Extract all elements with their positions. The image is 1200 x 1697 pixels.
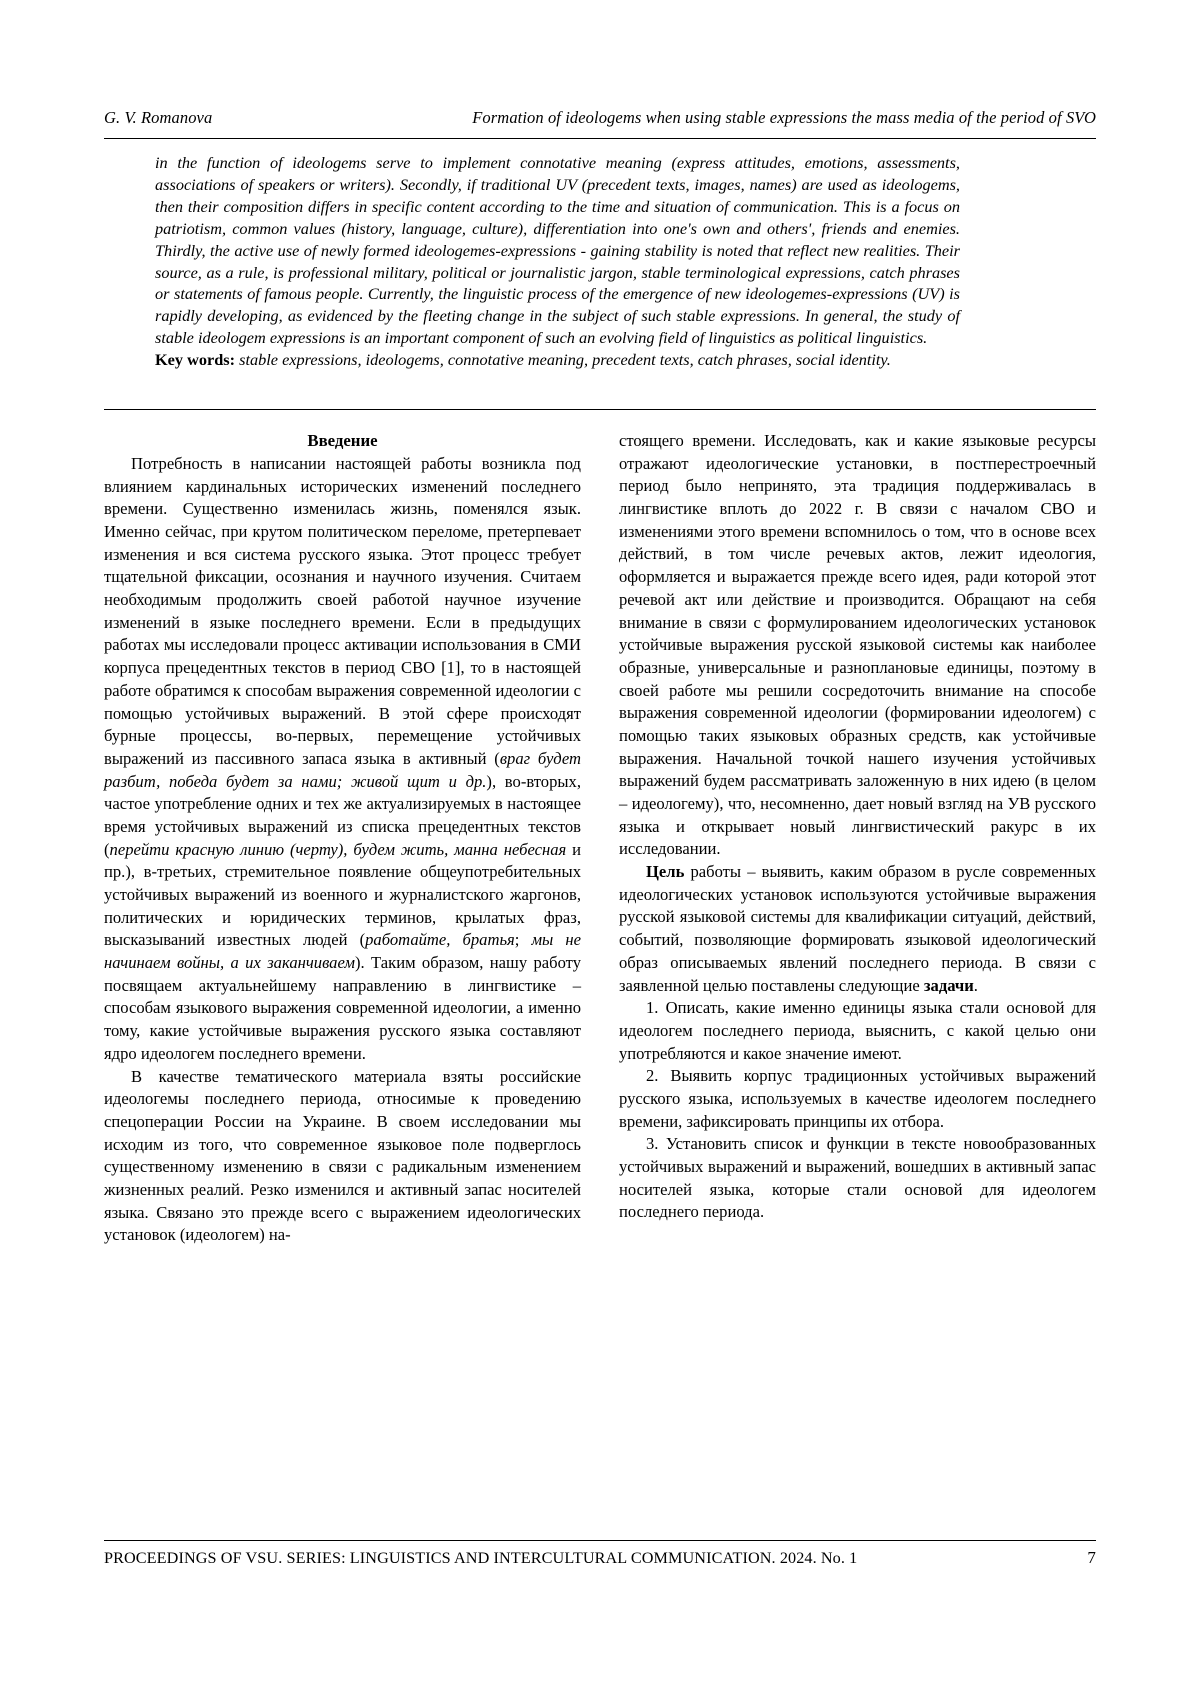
header-rule [104,138,1096,139]
left-column [104,430,581,1480]
lp1-part-d: ; [514,930,532,950]
running-head-author: G. V. Romanova [104,108,213,127]
running-head [104,108,1096,128]
lp1-italic-2: перейти красную линию (черту), будем жить, манна небесная [109,839,567,859]
keywords-label: Key words: [155,350,236,370]
lp1-part-e: ). Таким образом, нашу работу посвящаем актуальнейшему направлению в лингвистике – способам языкового выражения современной идеологии, а именно тому, какие устойчивые выражения русского языка составляют ядро идеологем последнего времени. [104,953,581,1063]
section-heading-introduction: Введение [307,431,378,450]
lp1-part-a: Потребность в написании настоящей работы возникла под влиянием кардинальных исторических изменений последнего времени. Существенно изменилась жизнь, поменялся язык. Именно сейчас, при крутом политическом переломе, претерпевает изменения и вся система русского языка. Этот процесс требует тщательной фиксации, осознания и научного изучения. Считаем необходимым продолжить своей работой научное изучение изменений в языке последнего времени. Если в предыдущих работах мы исследовали процесс активации использования в СМИ корпуса прецедентных текстов в период СВО [1], то в настоящей работе обратимся к способам выражения современной идеологии с помощью устойчивых выражений. В этой сфере происходят бурные процессы, во-первых, перемещение устойчивых выражений из пассивного запаса языка в активный ( [104,453,581,768]
rp2-rest-b: . [973,975,978,995]
footer-page-number: 7 [1087,1548,1096,1567]
right-paragraph-1: стоящего времени. Исследовать, как и какие языковые ресурсы отражают идеологические установки, в постперестроечный период было непринято, эта традиция поддерживалась в лингвистике вплоть до 2022 г. В связи с началом СВО и изменениями этого времени вспомнилось о том, что в основе всех действий, в том числе речевых актов, лежит идеология, оформляется и выражается прежде всего идея, ради которой этот речевой акт или действие и производится. Обращают на себя внимание в связи с формулированием идеологических установок устойчивые выражения русской языковой системы как наиболее образные, универсальные и разноплановые единицы, поэтому в своей работе мы решили сосредоточить внимание на способе выражения современной идеологии (формировании идеологем) с помощью таких языковых образных средств, как устойчивые выражения. Начальной точкой нашего изучения устойчивых выражений будем рассматривать заложенную в них идею (в целом – идеологему), что, несомненно, дает новый взгляд на УВ русского языка и открывает новый лингвистический ракурс в их исследовании. [619,431,1096,859]
lp1-part-b: ), во-вторых, частое употребление одних и тех же актуализируемых в настоящее время устойчивых выражений из списка прецедентных текстов ( [104,771,581,859]
keywords-text: stable expressions, ideologems, connotative meaning, precedent texts, catch phrases, social identity. [235,350,891,370]
rp2-bold-goal: Цель [646,862,685,882]
footer-journal-line: PROCEEDINGS OF VSU. SERIES: LINGUISTICS AND INTERCULTURAL COMMUNICATION. 2024. No. 1 [104,1549,858,1567]
abstract-block [155,152,960,371]
right-paragraph-2 [619,861,1096,997]
abstract-rule [104,409,1096,410]
lp1-italic-4: мы не начинаем войны, а их заканчиваем [104,930,581,973]
right-column [619,430,1096,1480]
right-paragraph-task-3: 3. Установить список и функции в тексте новообразованных устойчивых выражений и выражений, вошедших в активный запас носителей языка, которые стали основой для идеологем последнего периода. [619,1134,1096,1222]
left-paragraph-1 [104,453,581,1066]
left-paragraph-2: В качестве тематического материала взяты российские идеологемы последнего периода, относимые к проведению спецоперации России на Украине. В своем исследовании мы исходим из того, что современное языковое поле подверглось существенному изменению в связи с радикальным изменением жизненных реалий. Резко изменился и активный запас носителей языка. Связано это прежде всего с выражением идеологических установок (идеологем) на- [104,1066,581,1245]
lp1-italic-3: работайте, братья [365,930,515,950]
body-columns [104,430,1096,1480]
page-footer [104,1548,1096,1568]
right-paragraph-task-1: 1. Описать, какие именно единицы языка стали основой для идеологем последнего периода, выяснить, с какой целью они употребляются и какое значение имеют. [619,998,1096,1063]
running-head-title: Formation of ideologems when using stable expressions the mass media of the period of SVO [472,108,1096,127]
rp2-rest-a: работы – выявить, каким образом в русле современных идеологических установок используются устойчивые выражения русской языковой системы для квалификации ситуаций, действий, событий, позволяющие формировать языковой идеологический образ описываемых явлений последнего периода. В связи с заявленной целью поставлены следующие [619,862,1096,995]
abstract-text: in the function of ideologems serve to implement connotative meaning (express attitudes, emotions, assessments, associations of speakers or writers). Secondly, if traditional UV (precedent texts, images, names) are used as ideologems, then their composition differs in specific content according to the time and situation of communication. This is a focus on patriotism, common values (history, language, culture), differentiation into one's own and others', friends and enemies. Thirdly, the active use of newly formed ideologemes-expressions - gaining stability is noted that reflect new realities. Their source, as a rule, is professional military, political or journalistic jargon, stable terminological expressions, catch phrases or statements of famous people. Currently, the linguistic process of the emergence of new ideologemes-expressions (UV) is rapidly developing, as evidenced by the fleeting change in the subject of such stable expressions. In general, the study of stable ideologem expressions is an important component of such an evolving field of linguistics as political linguistics. [155,153,960,348]
rp2-bold-tasks: задачи [923,975,974,995]
lp1-part-c: и пр.), в-третьих, стремительное появление общеупотребительных устойчивых выражений из военного и журналистского жаргонов, политических и юридических терминов, крылатых фраз, высказываний известных людей ( [104,839,581,950]
right-paragraph-task-2: 2. Выявить корпус традиционных устойчивых выражений русского языка, используемых в качестве идеологем последнего времени, зафиксировать принципы их отбора. [619,1066,1096,1131]
lp1-italic-1: враг будет разбит, победа будет за нами; живой щит и др. [104,748,581,791]
footer-rule [104,1540,1096,1541]
keywords-line [155,349,960,371]
